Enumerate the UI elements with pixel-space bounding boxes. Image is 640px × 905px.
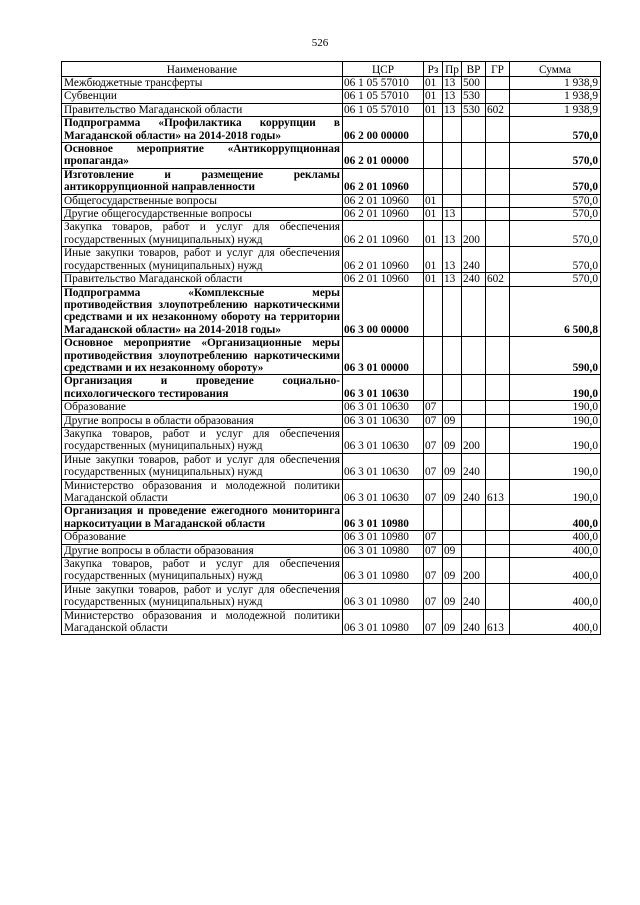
cell-vr	[462, 194, 486, 207]
cell-vr: 530	[462, 103, 486, 116]
cell-name: Подпрограмма «Профилактика коррупции в Магаданской области» на 2014-2018 годы»	[62, 117, 343, 143]
cell-sum: 1 938,9	[510, 77, 601, 90]
cell-name: Иные закупки товаров, работ и услуг для обеспечения государственных (муниципальных) нужд	[62, 247, 343, 273]
cell-sum: 570,0	[510, 208, 601, 221]
cell-pr	[443, 168, 462, 194]
cell-rz	[424, 143, 443, 169]
cell-vr: 200	[462, 427, 486, 453]
cell-rz: 01	[424, 247, 443, 273]
cell-pr: 09	[443, 544, 462, 557]
cell-name: Основное мероприятие «Организационные меры противодействия злоупотреблению наркотическими средствами и их незаконному обороту»	[62, 337, 343, 375]
cell-csr: 06 2 01 10960	[343, 273, 424, 286]
table-row	[62, 583, 601, 609]
page-number: 526	[311, 37, 329, 49]
cell-gr	[486, 77, 510, 90]
table-row	[62, 143, 601, 169]
header-name: Наименование	[62, 62, 343, 77]
cell-name: Изготовление и размещение рекламы антикоррупционной направленности	[62, 168, 343, 194]
cell-csr: 06 3 01 10980	[343, 583, 424, 609]
table-row	[62, 558, 601, 584]
table-header-row	[62, 62, 601, 77]
cell-pr: 13	[443, 273, 462, 286]
cell-gr	[486, 375, 510, 401]
cell-pr: 09	[443, 479, 462, 505]
cell-sum: 400,0	[510, 531, 601, 544]
table-row	[62, 103, 601, 116]
cell-sum: 570,0	[510, 194, 601, 207]
cell-vr: 530	[462, 90, 486, 103]
cell-rz	[424, 168, 443, 194]
cell-gr: 602	[486, 103, 510, 116]
cell-gr	[486, 583, 510, 609]
cell-name: Межбюджетные трансферты	[62, 77, 343, 90]
cell-pr	[443, 531, 462, 544]
cell-name: Иные закупки товаров, работ и услуг для обеспечения государственных (муниципальных) нужд	[62, 583, 343, 609]
cell-gr	[486, 505, 510, 531]
cell-sum: 190,0	[510, 453, 601, 479]
cell-vr	[462, 143, 486, 169]
cell-gr: 613	[486, 609, 510, 635]
table-row	[62, 117, 601, 143]
cell-vr	[462, 505, 486, 531]
cell-vr	[462, 401, 486, 414]
cell-name: Другие общегосударственные вопросы	[62, 208, 343, 221]
cell-name: Образование	[62, 531, 343, 544]
cell-csr: 06 3 00 00000	[343, 286, 424, 337]
cell-pr	[443, 117, 462, 143]
table-row	[62, 414, 601, 427]
cell-rz: 07	[424, 609, 443, 635]
cell-csr: 06 1 05 57010	[343, 77, 424, 90]
cell-name: Министерство образования и молодежной политики Магаданской области	[62, 609, 343, 635]
cell-csr: 06 2 00 00000	[343, 117, 424, 143]
cell-gr	[486, 143, 510, 169]
cell-gr: 613	[486, 479, 510, 505]
cell-rz	[424, 286, 443, 337]
cell-csr: 06 2 01 10960	[343, 221, 424, 247]
cell-vr: 240	[462, 247, 486, 273]
cell-csr: 06 3 01 10630	[343, 414, 424, 427]
cell-sum: 400,0	[510, 558, 601, 584]
cell-name: Правительство Магаданской области	[62, 273, 343, 286]
cell-gr	[486, 194, 510, 207]
table-body	[62, 77, 601, 635]
cell-pr	[443, 401, 462, 414]
table-row	[62, 337, 601, 375]
cell-gr	[486, 221, 510, 247]
cell-sum: 570,0	[510, 247, 601, 273]
cell-pr: 09	[443, 609, 462, 635]
table-row	[62, 273, 601, 286]
cell-gr	[486, 208, 510, 221]
cell-csr: 06 3 01 10980	[343, 505, 424, 531]
cell-rz: 01	[424, 103, 443, 116]
cell-name: Образование	[62, 401, 343, 414]
cell-pr	[443, 286, 462, 337]
cell-pr: 09	[443, 453, 462, 479]
cell-rz: 07	[424, 531, 443, 544]
cell-rz: 07	[424, 414, 443, 427]
table-row	[62, 77, 601, 90]
cell-csr: 06 2 01 10960	[343, 247, 424, 273]
cell-pr: 13	[443, 77, 462, 90]
cell-name: Подпрограмма «Комплексные меры противодействия злоупотреблению наркотическими средствами и их незаконному обороту на территории Магаданской области» на 2014-2018 годы»	[62, 286, 343, 337]
cell-csr: 06 3 01 00000	[343, 337, 424, 375]
cell-name: Закупка товаров, работ и услуг для обеспечения государственных (муниципальных) нужд	[62, 427, 343, 453]
cell-sum: 190,0	[510, 414, 601, 427]
cell-sum: 190,0	[510, 479, 601, 505]
cell-rz	[424, 337, 443, 375]
cell-pr	[443, 337, 462, 375]
cell-name: Закупка товаров, работ и услуг для обеспечения государственных (муниципальных) нужд	[62, 221, 343, 247]
cell-rz: 01	[424, 208, 443, 221]
cell-name: Организация и проведение социально-психологического тестирования	[62, 375, 343, 401]
table-row	[62, 194, 601, 207]
cell-csr: 06 2 01 00000	[343, 143, 424, 169]
header-rz: Рз	[424, 62, 443, 77]
cell-gr	[486, 544, 510, 557]
cell-csr: 06 3 01 10630	[343, 401, 424, 414]
cell-csr: 06 3 01 10980	[343, 609, 424, 635]
cell-rz: 01	[424, 273, 443, 286]
table-row	[62, 427, 601, 453]
cell-vr	[462, 117, 486, 143]
table-row	[62, 375, 601, 401]
cell-sum: 570,0	[510, 168, 601, 194]
cell-rz: 01	[424, 194, 443, 207]
cell-csr: 06 3 01 10980	[343, 531, 424, 544]
cell-vr: 240	[462, 479, 486, 505]
cell-rz: 01	[424, 221, 443, 247]
cell-vr	[462, 544, 486, 557]
cell-vr: 240	[462, 583, 486, 609]
cell-pr	[443, 143, 462, 169]
cell-csr: 06 3 01 10630	[343, 479, 424, 505]
cell-pr: 13	[443, 247, 462, 273]
cell-rz: 07	[424, 583, 443, 609]
cell-pr: 09	[443, 558, 462, 584]
cell-gr	[486, 168, 510, 194]
cell-pr: 13	[443, 221, 462, 247]
header-sum: Сумма	[510, 62, 601, 77]
cell-name: Другие вопросы в области образования	[62, 414, 343, 427]
cell-sum: 190,0	[510, 401, 601, 414]
cell-name: Правительство Магаданской области	[62, 103, 343, 116]
cell-sum: 570,0	[510, 221, 601, 247]
cell-vr: 240	[462, 453, 486, 479]
cell-sum: 400,0	[510, 505, 601, 531]
cell-sum: 570,0	[510, 117, 601, 143]
cell-vr	[462, 375, 486, 401]
cell-csr: 06 2 01 10960	[343, 168, 424, 194]
cell-gr	[486, 427, 510, 453]
cell-gr	[486, 414, 510, 427]
cell-vr	[462, 337, 486, 375]
cell-rz: 07	[424, 427, 443, 453]
header-pr: Пр	[443, 62, 462, 77]
table-row	[62, 286, 601, 337]
cell-vr: 200	[462, 558, 486, 584]
cell-csr: 06 2 01 10960	[343, 194, 424, 207]
cell-pr: 09	[443, 414, 462, 427]
cell-csr: 06 3 01 10980	[343, 544, 424, 557]
table-row	[62, 208, 601, 221]
cell-sum: 570,0	[510, 143, 601, 169]
cell-rz: 07	[424, 479, 443, 505]
cell-vr	[462, 531, 486, 544]
cell-rz	[424, 117, 443, 143]
cell-sum: 400,0	[510, 609, 601, 635]
cell-pr	[443, 194, 462, 207]
cell-csr: 06 3 01 10980	[343, 558, 424, 584]
cell-sum: 1 938,9	[510, 103, 601, 116]
table-row	[62, 247, 601, 273]
cell-gr	[486, 90, 510, 103]
cell-vr: 240	[462, 273, 486, 286]
cell-sum: 400,0	[510, 583, 601, 609]
cell-rz: 01	[424, 77, 443, 90]
cell-vr: 500	[462, 77, 486, 90]
cell-pr: 13	[443, 103, 462, 116]
cell-name: Министерство образования и молодежной политики Магаданской области	[62, 479, 343, 505]
cell-sum: 570,0	[510, 273, 601, 286]
cell-vr	[462, 168, 486, 194]
cell-vr: 200	[462, 221, 486, 247]
cell-rz: 01	[424, 90, 443, 103]
cell-pr: 09	[443, 427, 462, 453]
cell-gr	[486, 401, 510, 414]
table-row	[62, 531, 601, 544]
cell-csr: 06 3 01 10630	[343, 427, 424, 453]
cell-gr	[486, 117, 510, 143]
cell-name: Общегосударственные вопросы	[62, 194, 343, 207]
cell-csr: 06 1 05 57010	[343, 103, 424, 116]
cell-csr: 06 1 05 57010	[343, 90, 424, 103]
cell-csr: 06 3 01 10630	[343, 375, 424, 401]
cell-gr	[486, 531, 510, 544]
cell-sum: 190,0	[510, 427, 601, 453]
cell-vr	[462, 286, 486, 337]
cell-rz	[424, 375, 443, 401]
table-row	[62, 168, 601, 194]
cell-rz	[424, 505, 443, 531]
cell-name: Другие вопросы в области образования	[62, 544, 343, 557]
cell-gr	[486, 558, 510, 584]
cell-sum: 6 500,8	[510, 286, 601, 337]
table-row	[62, 221, 601, 247]
cell-name: Иные закупки товаров, работ и услуг для обеспечения государственных (муниципальных) нужд	[62, 453, 343, 479]
cell-gr	[486, 286, 510, 337]
header-csr: ЦСР	[343, 62, 424, 77]
cell-vr	[462, 414, 486, 427]
table-row	[62, 401, 601, 414]
cell-sum: 1 938,9	[510, 90, 601, 103]
cell-gr: 602	[486, 273, 510, 286]
cell-csr: 06 3 01 10630	[343, 453, 424, 479]
cell-name: Основное мероприятие «Антикоррупционная пропаганда»	[62, 143, 343, 169]
cell-rz: 07	[424, 401, 443, 414]
cell-sum: 400,0	[510, 544, 601, 557]
budget-table	[61, 61, 601, 635]
cell-pr: 13	[443, 90, 462, 103]
table-row	[62, 453, 601, 479]
cell-name: Закупка товаров, работ и услуг для обеспечения государственных (муниципальных) нужд	[62, 558, 343, 584]
header-vr: ВР	[462, 62, 486, 77]
cell-vr: 240	[462, 609, 486, 635]
cell-pr: 09	[443, 583, 462, 609]
cell-pr	[443, 375, 462, 401]
cell-sum: 590,0	[510, 337, 601, 375]
cell-pr: 13	[443, 208, 462, 221]
cell-pr	[443, 505, 462, 531]
cell-vr	[462, 208, 486, 221]
table-row	[62, 505, 601, 531]
table-row	[62, 544, 601, 557]
header-gr: ГР	[486, 62, 510, 77]
cell-name: Организация и проведение ежегодного мониторинга наркоситуации в Магаданской области	[62, 505, 343, 531]
table-row	[62, 479, 601, 505]
cell-csr: 06 2 01 10960	[343, 208, 424, 221]
table-row	[62, 609, 601, 635]
cell-rz: 07	[424, 558, 443, 584]
cell-sum: 190,0	[510, 375, 601, 401]
cell-gr	[486, 247, 510, 273]
cell-gr	[486, 337, 510, 375]
cell-rz: 07	[424, 453, 443, 479]
cell-rz: 07	[424, 544, 443, 557]
cell-name: Субвенции	[62, 90, 343, 103]
cell-gr	[486, 453, 510, 479]
table-row	[62, 90, 601, 103]
